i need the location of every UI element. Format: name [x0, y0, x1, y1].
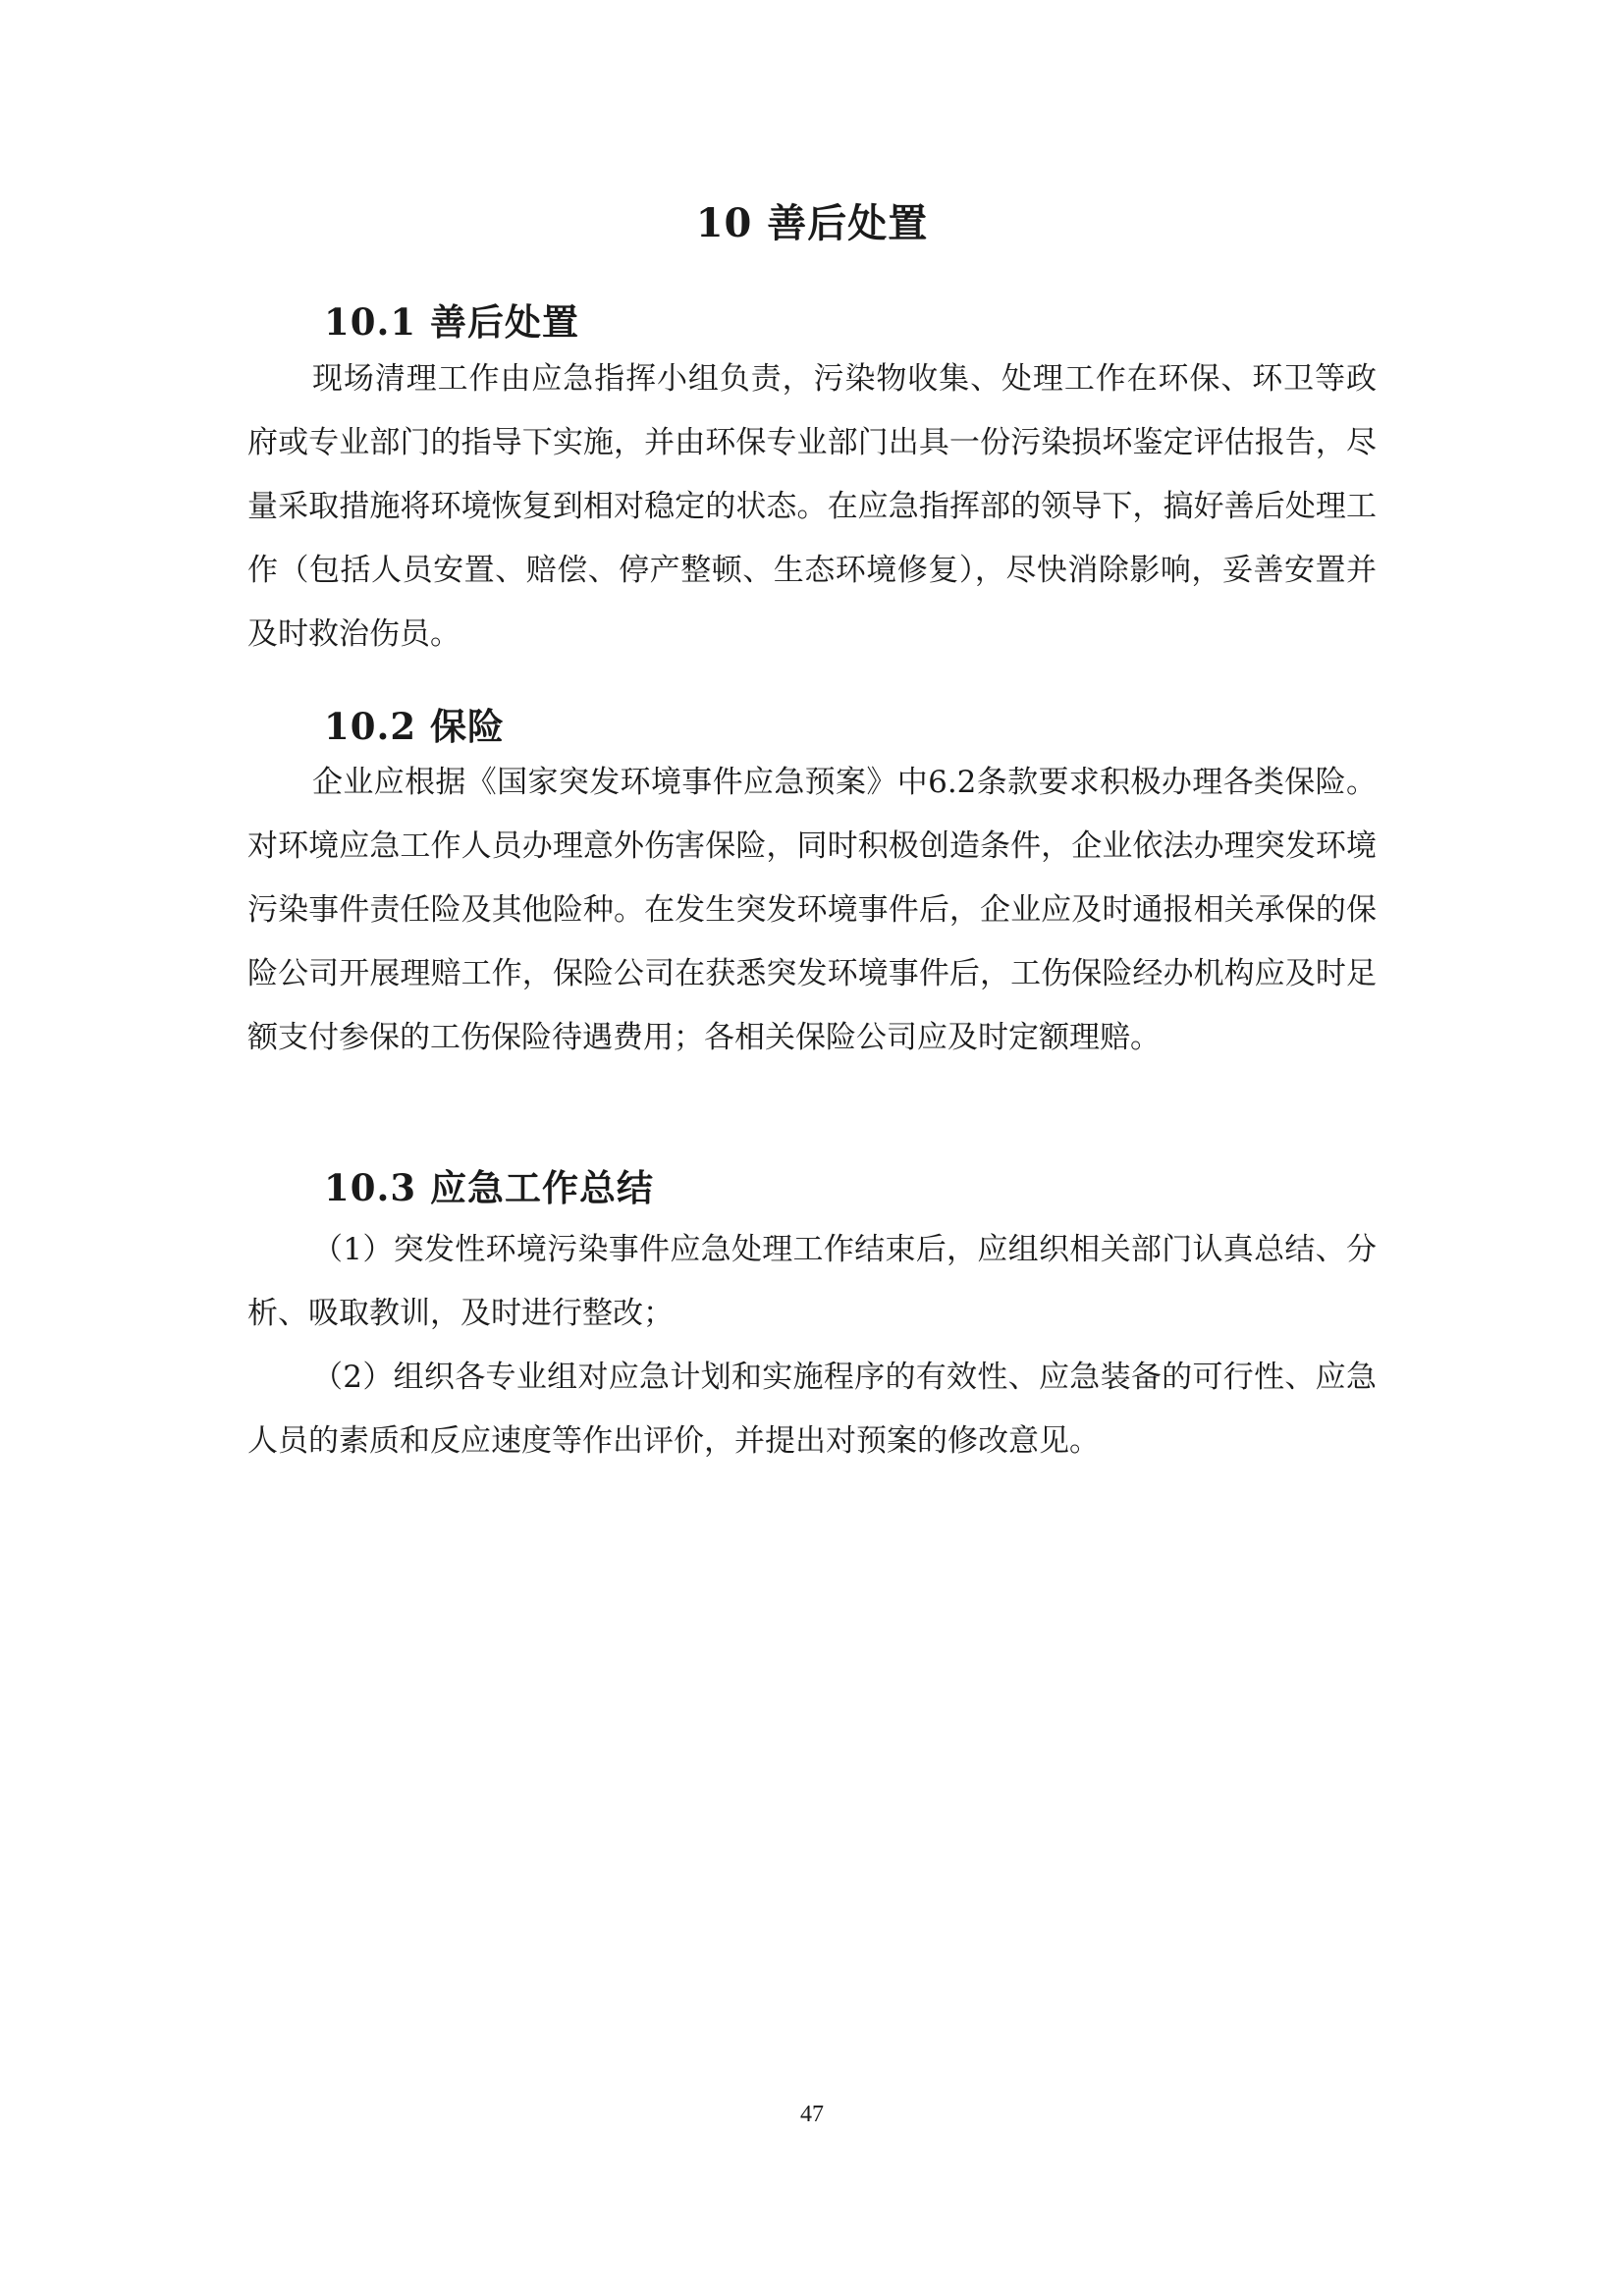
- section-heading-10-1: 10.1 善后处置: [324, 300, 579, 344]
- section-heading-10-2: 10.2 保险: [324, 705, 505, 748]
- page-number: 47: [800, 2102, 824, 2127]
- chapter-title: 10 善后处置: [695, 200, 929, 246]
- section-10-3-item-1: （1）突发性环境污染事件应急处理工作结束后，应组织相关部门认真总结、分析、吸取教训，及时进行整改；: [247, 1232, 1377, 1331]
- section-10-2-paragraph: 企业应根据《国家突发环境事件应急预案》中6.2条款要求积极办理各类保险。对环境应急工作人员办理意外伤害保险，同时积极创造条件，企业依法办理突发环境污染事件责任险及其他险种。在发生突发环境事件后，企业应及时通报相关承保的保险公司开展理赔工作，保险公司在获悉突发环境事件后，工伤保险经办机构应及时足额支付参保的工伤保险待遇费用；各相关保险公司应及时定额理赔。: [247, 765, 1377, 1055]
- section-10-1-paragraph: 现场清理工作由应急指挥小组负责，污染物收集、处理工作在环保、环卫等政府或专业部门的指导下实施，并由环保专业部门出具一份污染损坏鉴定评估报告，尽量采取措施将环境恢复到相对稳定的状态。在应急指挥部的领导下，搞好善后处理工作（包括人员安置、赔偿、停产整顿、生态环境修复），尽快消除影响，妥善安置并及时救治伤员。: [247, 361, 1377, 652]
- section-10-3-item-2: （2）组织各专业组对应急计划和实施程序的有效性、应急装备的可行性、应急人员的素质和反应速度等作出评价，并提出对预案的修改意见。: [247, 1360, 1377, 1459]
- section-heading-10-3: 10.3 应急工作总结: [324, 1166, 654, 1209]
